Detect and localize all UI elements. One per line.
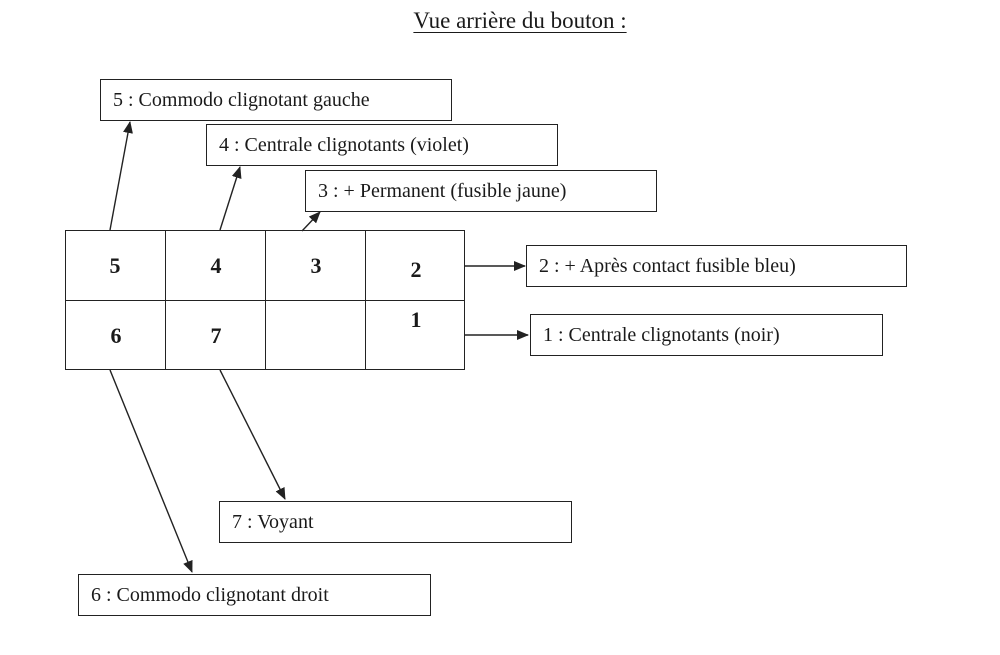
arrow-pin-3: [302, 212, 320, 231]
label-pin-7-text: 7 : Voyant: [232, 510, 314, 533]
label-pin-2-text: 2 : + Après contact fusible bleu): [539, 254, 796, 277]
arrow-pin-4: [220, 167, 240, 230]
pin-cell-6: 6: [110, 323, 122, 348]
label-pin-1-text: 1 : Centrale clignotants (noir): [543, 323, 780, 346]
diagram-title: Vue arrière du bouton :: [413, 8, 627, 33]
arrow-pin-6: [110, 370, 192, 572]
pin-cell-4: 4: [210, 253, 222, 278]
pin-cell-7: 7: [210, 323, 222, 348]
pin-cell-2: 2: [410, 257, 422, 282]
label-pin-5-text: 5 : Commodo clignotant gauche: [113, 88, 370, 111]
label-pin-6-text: 6 : Commodo clignotant droit: [91, 583, 329, 606]
pin-cell-5: 5: [109, 253, 121, 278]
label-pin-3-text: 3 : + Permanent (fusible jaune): [318, 179, 567, 202]
label-pin-4-text: 4 : Centrale clignotants (violet): [219, 133, 469, 156]
arrow-pin-5: [110, 122, 130, 230]
arrow-pin-7: [220, 370, 285, 499]
pin-cell-3: 3: [310, 253, 322, 278]
pin-cell-1: 1: [410, 307, 422, 332]
